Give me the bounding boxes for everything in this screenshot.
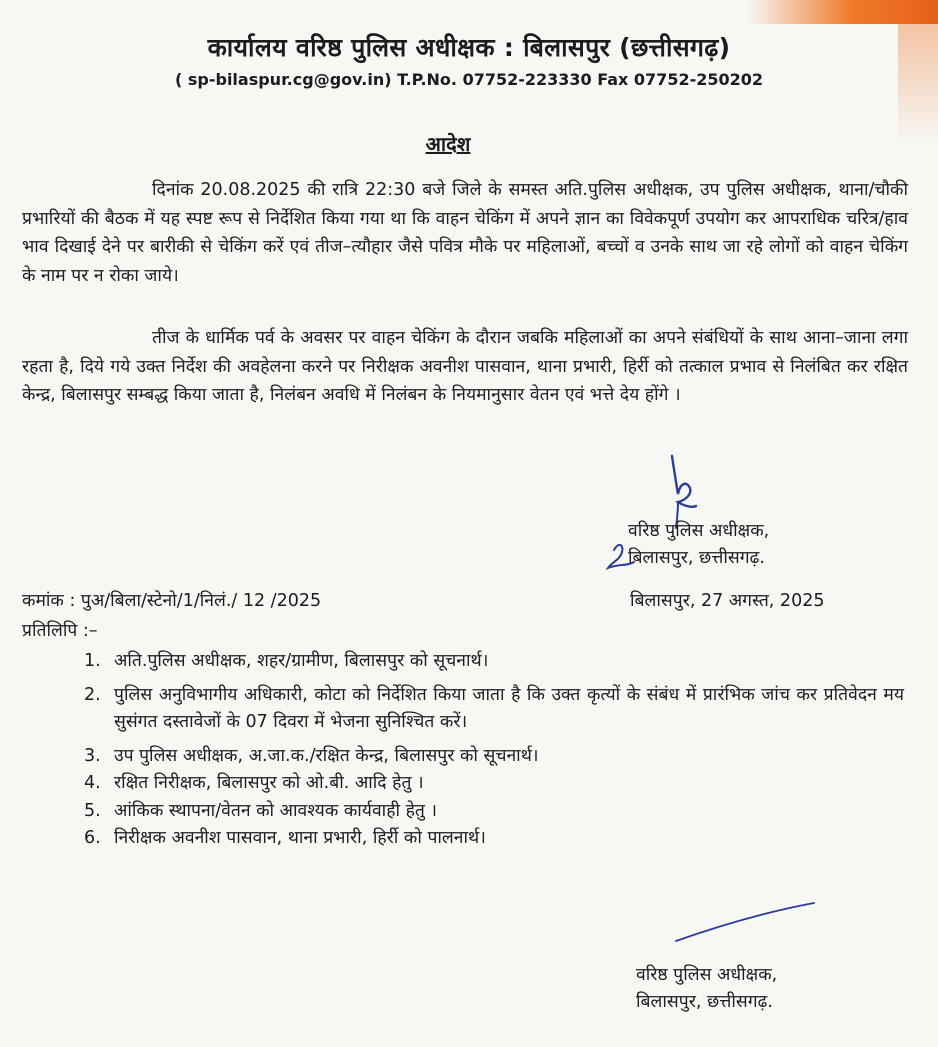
- list-item-text: आंकिक स्थापना/वेतन को आवश्यक कार्यवाही हेतु ।: [114, 800, 438, 821]
- order-heading: आदेश: [425, 132, 471, 156]
- signatory-designation: वरिष्ठ पुलिस अधीक्षक,: [628, 521, 770, 541]
- list-item-number: 1.: [84, 651, 101, 671]
- list-item: [84, 682, 904, 737]
- list-item-text: पुलिस अनुविभागीय अधिकारी, कोटा को निर्देशित किया जाता है कि उक्त कृत्यों के संबंध में प्रारंभिक जांच कर प्रतिवेदन मय सुसंगत दस्तावेजों के 07 दिवरा में भेजना सुनिश्चित करें।: [114, 684, 904, 732]
- list-item-number: 4.: [84, 773, 101, 793]
- office-title: कार्यालय वरिष्ठ पुलिस अधीक्षक : बिलासपुर (छत्तीसगढ़): [207, 33, 731, 62]
- signatory-location: बिलासपुर, छत्तीसगढ़.: [628, 548, 765, 568]
- list-item-number: 2.: [84, 684, 101, 705]
- list-item-number: 3.: [84, 745, 101, 766]
- order-date: बिलासपुर, 27 अगस्त, 2025: [630, 591, 825, 611]
- paragraph-2-text: तीज के धार्मिक पर्व के अवसर पर वाहन चेकिंग के दौरान जबकि महिलाओं का अपने संबंधियों के साथ आना–जाना लगा रहता है, दिये गये उक्त निर्देश की अवहेलना करने पर निरीक्षक अवनीश पासवान, थाना प्रभारी, हिर्री को तत्काल प्रभाव से निलंबित कर रक्षित केन्द्र, बिलासपुर सम्बद्ध किया जाता है, निलंबन अवधि में निलंबन के नियमानुसार वेतन एवं भत्ते देय होंगे ।: [22, 328, 908, 405]
- list-item-text: निरीक्षक अवनीश पासवान, थाना प्रभारी, हिर्री को पालनार्थ।: [114, 828, 486, 848]
- orange-corner-decoration: [748, 0, 938, 24]
- copy-recipient-list: [84, 648, 904, 853]
- signatory-designation: वरिष्ठ पुलिस अधीक्षक,: [636, 965, 778, 985]
- signature-block-bottom: [636, 962, 777, 1016]
- initial-pen-stroke: [670, 895, 820, 950]
- signatory-location: बिलासपुर, छत्तीसगढ़.: [636, 992, 773, 1012]
- list-item: [84, 648, 904, 676]
- order-paragraph-2: [22, 324, 908, 410]
- reference-number: कमांक : पुअ/बिला/स्टेनो/1/निलं./ 12 /2025: [22, 591, 322, 611]
- list-item: [84, 798, 904, 826]
- list-item-number: 6.: [84, 828, 101, 848]
- list-item: [84, 743, 904, 771]
- list-item-text: रक्षित निरीक्षक, बिलासपुर को ओ.बी. आदि हेतु ।: [114, 773, 424, 793]
- list-item-text: अति.पुलिस अधीक्षक, शहर/ग्रामीण, बिलासपुर को सूचनार्थ।: [114, 651, 489, 671]
- list-item: [84, 825, 904, 853]
- office-contact-line: ( sp-bilaspur.cg@gov.in) T.P.No. 07752-223330 Fax 07752-250202: [174, 70, 764, 89]
- copy-to-label: प्रतिलिपि :–: [22, 621, 98, 641]
- order-paragraph-1: [22, 176, 908, 290]
- list-item: [84, 770, 904, 798]
- list-item-text: उप पुलिस अधीक्षक, अ.जा.क./रक्षित केन्द्र, बिलासपुर को सूचनार्थ।: [114, 745, 539, 766]
- paragraph-1-text: दिनांक 20.08.2025 की रात्रि 22:30 बजे जिले के समस्त अति.पुलिस अधीक्षक, उप पुलिस अधीक्षक, थाना/चौकी प्रभारियों की बैठक में यह स्पष्ट रूप से निर्देशित किया गया था कि वाहन चेकिंग में अपने ज्ञान का विवेकपूर्ण उपयोग कर आपराधिक चरित्र/हाव भाव दिखाई देने पर बारीकी से चेकिंग करें एवं तीज–त्यौहार जैसे पवित्र मौके पर महिलाओं, बच्चों व उनके साथ जा रहे लोगों को वाहन चेकिंग के नाम पर न रोका जाये।: [22, 180, 908, 286]
- list-item-number: 5.: [84, 800, 101, 821]
- signature-block-top: [628, 518, 769, 572]
